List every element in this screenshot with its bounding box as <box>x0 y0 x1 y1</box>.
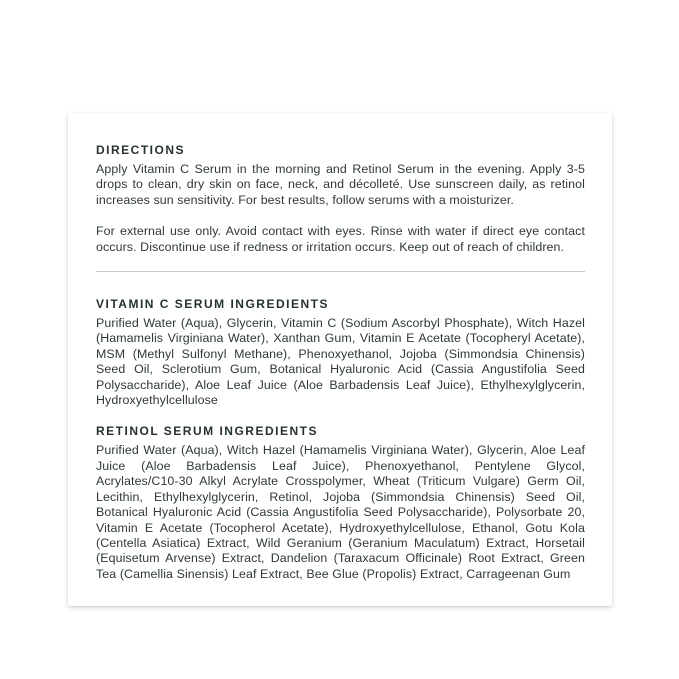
product-label-card <box>68 113 612 606</box>
directions-warning-text: For external use only. Avoid contact with eyes. Rinse with water if direct eye contact occurs. Discontinue use if redness or irritation occurs. Keep out of reach of children. <box>96 224 585 254</box>
vitamin-c-ingredients-section <box>96 297 585 408</box>
directions-section <box>96 143 585 255</box>
vitamin-c-ingredients-heading: VITAMIN C SERUM INGREDIENTS <box>96 297 329 312</box>
directions-usage-text: Apply Vitamin C Serum in the morning and Retinol Serum in the evening. Apply 3-5 drops to clean, dry skin on face, neck, and décolleté. Use sunscreen daily, as retinol increases sun sensitivity. For best results, follow serums with a moisturizer. <box>96 162 585 207</box>
vitamin-c-ingredients-text: Purified Water (Aqua), Glycerin, Vitamin C (Sodium Ascorbyl Phosphate), Witch Hazel (Hamamelis Virginiana Water), Xanthan Gum, Vitamin E Acetate (Tocopheryl Acetate), MSM (Methyl Sulfonyl Methane), Phenoxyethanol, Jojoba (Simmondsia Chinensis) Seed Oil, Sclerotium Gum, Botanical Hyaluronic Acid (Cassia Angustifolia Seed Polysaccharide), Aloe Leaf Juice (Aloe Barbadensis Leaf Juice), Ethylhexylglycerin, Hydroxyethylcellulose <box>96 316 585 408</box>
retinol-ingredients-section <box>96 424 585 582</box>
retinol-ingredients-heading: RETINOL SERUM INGREDIENTS <box>96 424 318 439</box>
section-divider <box>96 271 585 272</box>
retinol-ingredients-text: Purified Water (Aqua), Witch Hazel (Hamamelis Virginiana Water), Glycerin, Aloe Leaf Juice (Aloe Barbadensis Leaf Juice), Phenoxyethanol, Pentylene Glycol, Acrylates/C10-30 Alkyl Acrylate Crosspolymer, Wheat (Triticum Vulgare) Germ Oil, Lecithin, Ethylhexylglycerin, Retinol, Jojoba (Simmondsia Chinensis) Seed Oil, Botanical Hyaluronic Acid (Cassia Angustifolia Seed Polysaccharide), Polysorbate 20, Vitamin E Acetate (Tocopherol Acetate), Hydroxyethylcellulose, Ethanol, Gotu Kola (Centella Asiatica) Extract, Wild Geranium (Geranium Maculatum) Extract, Horsetail (Equisetum Arvense) Extract, Dandelion (Taraxacum Officinale) Root Extract, Green Tea (Camellia Sinensis) Leaf Extract, Bee Glue (Propolis) Extract, Carrageenan Gum <box>96 443 585 581</box>
directions-heading: DIRECTIONS <box>96 143 186 157</box>
